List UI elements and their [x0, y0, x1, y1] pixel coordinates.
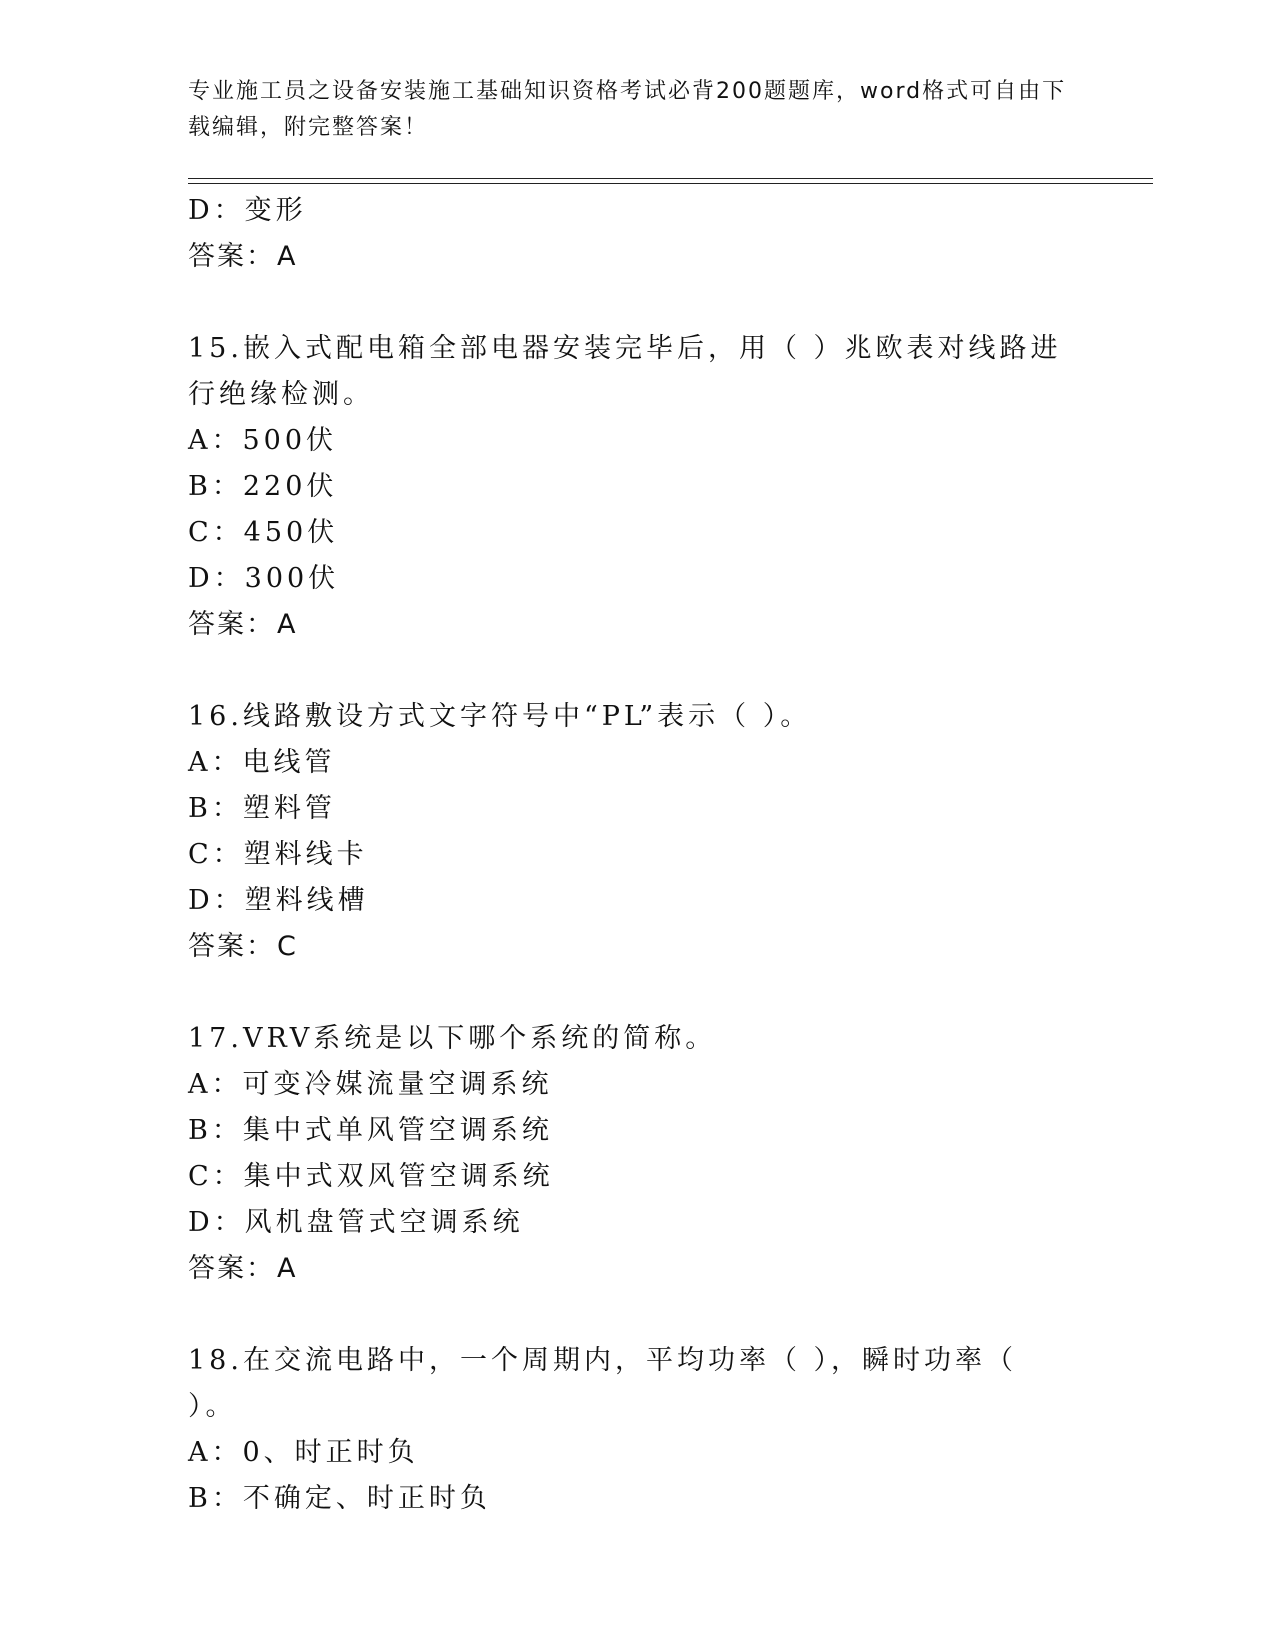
answer-line: [188, 924, 1088, 970]
question-stem: 17.VRV系统是以下哪个系统的简称。: [188, 1023, 717, 1054]
question-list: [188, 188, 1088, 1522]
option-a: A：0、时正时负: [188, 1437, 419, 1468]
question-stem: 18.在交流电路中，一个周期内，平均功率（ ），瞬时功率（ ）。: [188, 1345, 1018, 1422]
option-a: A：电线管: [188, 747, 336, 778]
answer-line: [188, 1246, 1088, 1292]
option-c: C：塑料线卡: [188, 839, 368, 870]
header-divider-top: [188, 178, 1153, 179]
option-b: B：塑料管: [188, 793, 336, 824]
option-b: B：集中式单风管空调系统: [188, 1115, 553, 1146]
document-title: 专业施工员之设备安装施工基础知识资格考试必背200题题库，word格式可自由下载编辑，附完整答案！: [188, 79, 1067, 140]
answer-value: A: [277, 241, 298, 272]
page-header: [188, 74, 1068, 146]
option-a: A：可变冷媒流量空调系统: [188, 1069, 553, 1100]
option-d: D：塑料线槽: [188, 885, 369, 916]
answer-label: 答案：: [188, 241, 275, 272]
answer-line: [188, 602, 1088, 648]
answer-label: 答案：: [188, 931, 275, 962]
option-d: D：300伏: [188, 563, 340, 594]
option-d: D：风机盘管式空调系统: [188, 1207, 524, 1238]
answer-value: A: [277, 609, 298, 640]
option-c: C：集中式双风管空调系统: [188, 1161, 554, 1192]
answer-value: C: [277, 931, 298, 962]
answer-value: A: [277, 1253, 298, 1284]
option-b: B：不确定、时正时负: [188, 1483, 491, 1514]
answer-line: [188, 234, 1088, 280]
header-divider-bottom: [188, 183, 1153, 184]
question-stem: 15.嵌入式配电箱全部电器安装完毕后，用（ ）兆欧表对线路进行绝缘检测。: [188, 333, 1062, 410]
answer-label: 答案：: [188, 1253, 275, 1284]
option-a: A：500伏: [188, 425, 338, 456]
option-d: D：变形: [188, 195, 307, 226]
question-stem: 16.线路敷设方式文字符号中“PL”表示（ ）。: [188, 701, 812, 732]
option-c: C：450伏: [188, 517, 339, 548]
answer-label: 答案：: [188, 609, 275, 640]
option-b: B：220伏: [188, 471, 338, 502]
